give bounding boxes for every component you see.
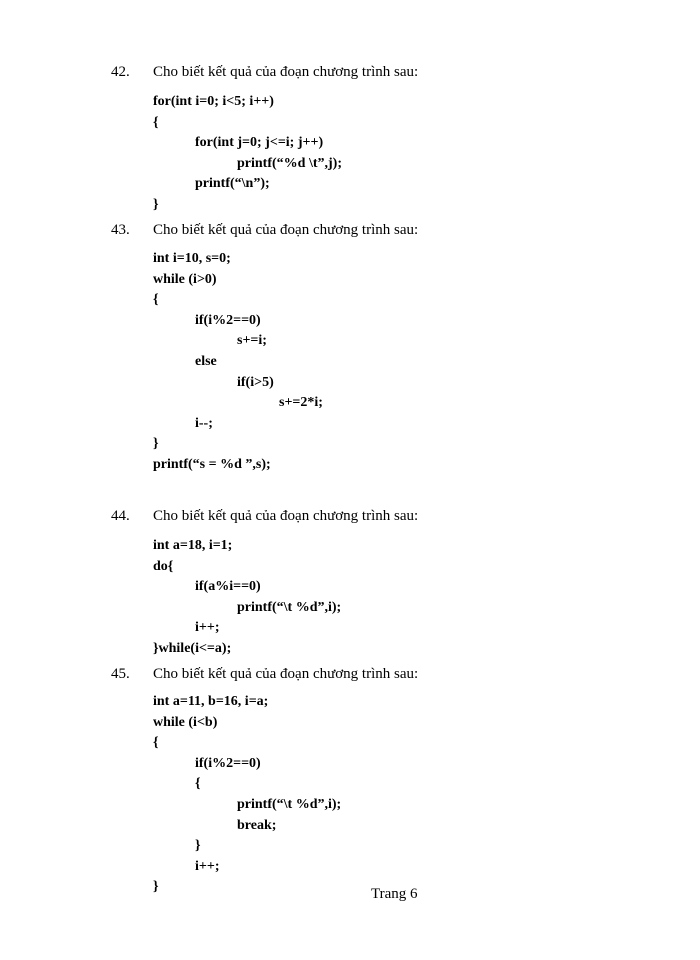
question-number: 42. <box>111 64 130 80</box>
code-line: { <box>153 114 159 130</box>
code-line: printf(“s = %d ”,s); <box>153 457 271 472</box>
question-number: 44. <box>111 508 130 524</box>
code-line: } <box>195 838 201 854</box>
code-line: if(a%i==0) <box>195 579 261 595</box>
code-line: break; <box>237 817 277 833</box>
code-line: for(int i=0; i<5; i++) <box>153 94 274 109</box>
code-line: { <box>195 776 201 792</box>
code-line: int i=10, s=0; <box>153 251 231 266</box>
code-line: } <box>153 436 159 452</box>
question-text: Cho biết kết quả của đoạn chương trình sau: <box>153 666 419 682</box>
code-line: printf(“\t %d”,i); <box>237 599 342 615</box>
code-line: if(i>5) <box>237 374 274 390</box>
code-line: i--; <box>195 415 213 431</box>
question-text: Cho biết kết quả của đoạn chương trình sau: <box>153 64 419 80</box>
code-line: do{ <box>153 558 174 574</box>
code-line: } <box>153 879 159 895</box>
question-text: Cho biết kết quả của đoạn chương trình sau: <box>153 222 419 238</box>
code-line: i++; <box>195 858 220 874</box>
question-number: 45. <box>111 666 130 682</box>
code-line: if(i%2==0) <box>195 312 261 328</box>
code-line: printf(“\t %d”,i); <box>237 797 342 812</box>
code-line: i++; <box>195 620 220 636</box>
code-line: while (i<b) <box>153 714 218 730</box>
code-line: }while(i<=a); <box>153 641 232 656</box>
code-line: while (i>0) <box>153 271 217 287</box>
code-line: printf(“\n”); <box>195 176 270 192</box>
code-line: for(int j=0; j<=i; j++) <box>195 135 324 151</box>
code-line: { <box>153 292 159 308</box>
question-number: 43. <box>111 222 130 238</box>
code-line: s+=2*i; <box>279 395 323 411</box>
code-line: if(i%2==0) <box>195 755 261 771</box>
code-line: int a=11, b=16, i=a; <box>153 694 269 709</box>
page-number: Trang 6 <box>371 886 418 902</box>
code-line: int a=18, i=1; <box>153 538 233 553</box>
code-line: { <box>153 735 159 751</box>
code-line: printf(“%d \t”,j); <box>237 155 342 171</box>
code-line: else <box>195 354 217 369</box>
question-text: Cho biết kết quả của đoạn chương trình sau: <box>153 508 419 524</box>
code-line: } <box>153 197 159 212</box>
code-line: s+=i; <box>237 333 267 349</box>
